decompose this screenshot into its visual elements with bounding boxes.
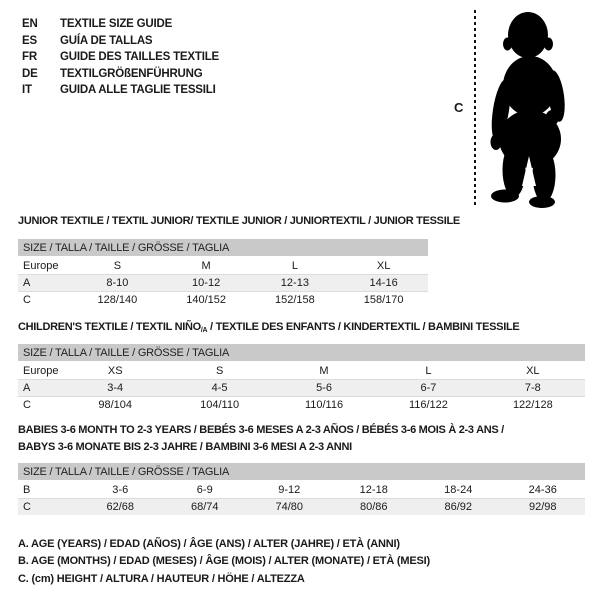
size-header-bar: SIZE / TALLA / TAILLE / GRÖSSE / TAGLIA bbox=[18, 239, 428, 256]
junior-size-table bbox=[18, 239, 428, 308]
table-row-height bbox=[18, 498, 585, 515]
table-cell: 24-36 bbox=[528, 483, 557, 496]
table-row-age bbox=[18, 274, 428, 291]
language-title: TEXTILE SIZE GUIDE bbox=[60, 18, 173, 31]
table-cell: 62/68 bbox=[106, 501, 135, 513]
title-text: CHILDREN'S TEXTILE / TEXTIL NIÑO bbox=[18, 321, 201, 333]
babies-table-title bbox=[18, 422, 504, 456]
table-cell: 140/152 bbox=[186, 294, 226, 306]
footnote-c: C. (cm) HEIGHT / ALTURA / HAUTEUR / HÖHE / ALTEZZA bbox=[18, 572, 305, 585]
table-row-age-months bbox=[18, 481, 585, 498]
row-label: C bbox=[23, 501, 31, 513]
table-row-age bbox=[18, 379, 585, 396]
table-cell: 80/86 bbox=[359, 501, 388, 513]
table-cell: 74/80 bbox=[275, 501, 304, 513]
row-label: A bbox=[23, 277, 31, 289]
table-cell: 122/128 bbox=[512, 399, 553, 411]
language-title: GUIDE DES TAILLES TEXTILE bbox=[60, 51, 219, 64]
language-row-it bbox=[22, 82, 219, 99]
table-cell: 10-12 bbox=[192, 277, 221, 289]
table-cell: L bbox=[291, 259, 298, 272]
table-cell: 3-4 bbox=[107, 382, 124, 394]
language-title: GUIDA ALLE TAGLIE TESSILI bbox=[60, 84, 216, 97]
table-cell: 8-10 bbox=[106, 277, 129, 289]
table-cell: 128/140 bbox=[97, 294, 138, 306]
table-cell: M bbox=[201, 259, 211, 272]
language-code: DE bbox=[22, 67, 38, 80]
height-measure-figure bbox=[440, 0, 600, 215]
size-header-bar: SIZE / TALLA / TAILLE / GRÖSSE / TAGLIA bbox=[18, 463, 585, 480]
footnote-b: B. AGE (MONTHS) / EDAD (MESES) / ÂGE (MOIS) / ALTER (MONATE) / ETÀ (MESI) bbox=[18, 555, 430, 568]
language-row-fr bbox=[22, 49, 219, 66]
height-measure-label: C bbox=[454, 100, 464, 115]
table-cell: 7-8 bbox=[524, 382, 541, 394]
row-label: B bbox=[23, 483, 31, 496]
table-cell: 152/158 bbox=[274, 294, 315, 306]
table-cell: XL bbox=[526, 364, 540, 377]
language-code: IT bbox=[22, 84, 32, 97]
language-row-en bbox=[22, 16, 219, 33]
table-cell: 98/104 bbox=[98, 399, 133, 411]
title-line-2: BABYS 3-6 MONATE BIS 2-3 JAHRE / BAMBINI 3-6 MESI A 2-3 ANNI bbox=[18, 441, 352, 453]
table-cell: 104/110 bbox=[200, 399, 240, 411]
children-table-title bbox=[18, 321, 519, 334]
table-row-europe bbox=[18, 362, 585, 379]
table-cell: 9-12 bbox=[278, 483, 301, 496]
table-cell: L bbox=[425, 364, 432, 377]
table-cell: S bbox=[215, 364, 224, 377]
legend-footnotes bbox=[18, 535, 430, 588]
table-cell: 18-24 bbox=[444, 483, 473, 496]
babies-size-table bbox=[18, 463, 585, 515]
row-label: C bbox=[23, 399, 31, 411]
row-label: Europe bbox=[23, 259, 59, 272]
row-label: Europe bbox=[23, 364, 59, 377]
table-cell: 12-18 bbox=[359, 483, 388, 496]
row-label: A bbox=[23, 382, 31, 394]
language-title: GUÍA DE TALLAS bbox=[60, 34, 153, 47]
table-cell: 14-16 bbox=[369, 277, 398, 289]
language-row-de bbox=[22, 66, 219, 83]
table-row-europe bbox=[18, 257, 428, 274]
table-cell: 92/98 bbox=[528, 501, 557, 513]
table-row-height bbox=[18, 396, 585, 413]
table-row-height bbox=[18, 291, 428, 308]
title-text: / TEXTILE DES ENFANTS / KINDERTEXTIL / BAMBINI TESSILE bbox=[207, 321, 520, 333]
table-cell: 6-7 bbox=[420, 382, 437, 394]
table-cell: XS bbox=[107, 364, 123, 377]
table-cell: XL bbox=[376, 259, 391, 272]
language-title: TEXTILGRÖßENFÜHRUNG bbox=[60, 67, 203, 80]
table-cell: S bbox=[113, 259, 122, 272]
height-dashed-line bbox=[474, 10, 476, 207]
table-cell: 110/116 bbox=[304, 399, 344, 411]
children-size-table bbox=[18, 344, 585, 413]
language-code: ES bbox=[22, 34, 37, 47]
table-cell: 5-6 bbox=[316, 382, 332, 394]
footnote-a: A. AGE (YEARS) / EDAD (AÑOS) / ÂGE (ANS) / ALTER (JAHRE) / ETÀ (ANNI) bbox=[18, 537, 400, 550]
language-code: EN bbox=[22, 18, 38, 31]
language-title-list bbox=[22, 16, 219, 99]
table-cell: 6-9 bbox=[196, 483, 213, 496]
language-code: FR bbox=[22, 51, 37, 64]
table-cell: 68/74 bbox=[190, 501, 219, 513]
title-subscript: /A bbox=[200, 327, 208, 334]
table-cell: 86/92 bbox=[444, 501, 473, 513]
table-cell: 4-5 bbox=[211, 382, 228, 394]
language-row-es bbox=[22, 33, 219, 50]
size-header-bar: SIZE / TALLA / TAILLE / GRÖSSE / TAGLIA bbox=[18, 344, 585, 361]
baby-silhouette-icon bbox=[486, 8, 574, 210]
title-line-1: BABIES 3-6 MONTH TO 2-3 YEARS / BEBÉS 3-6 MESES A 2-3 AÑOS / BÉBÉS 3-6 MOIS À 2-3 ANS / bbox=[18, 424, 504, 436]
table-cell: M bbox=[319, 364, 329, 377]
table-cell: 158/170 bbox=[363, 294, 404, 306]
junior-table-title: JUNIOR TEXTILE / TEXTIL JUNIOR/ TEXTILE JUNIOR / JUNIORTEXTIL / JUNIOR TESSILE bbox=[18, 215, 460, 227]
row-label: C bbox=[23, 294, 31, 306]
table-cell: 12-13 bbox=[280, 277, 309, 289]
table-cell: 116/122 bbox=[408, 399, 448, 411]
table-cell: 3-6 bbox=[112, 483, 129, 496]
